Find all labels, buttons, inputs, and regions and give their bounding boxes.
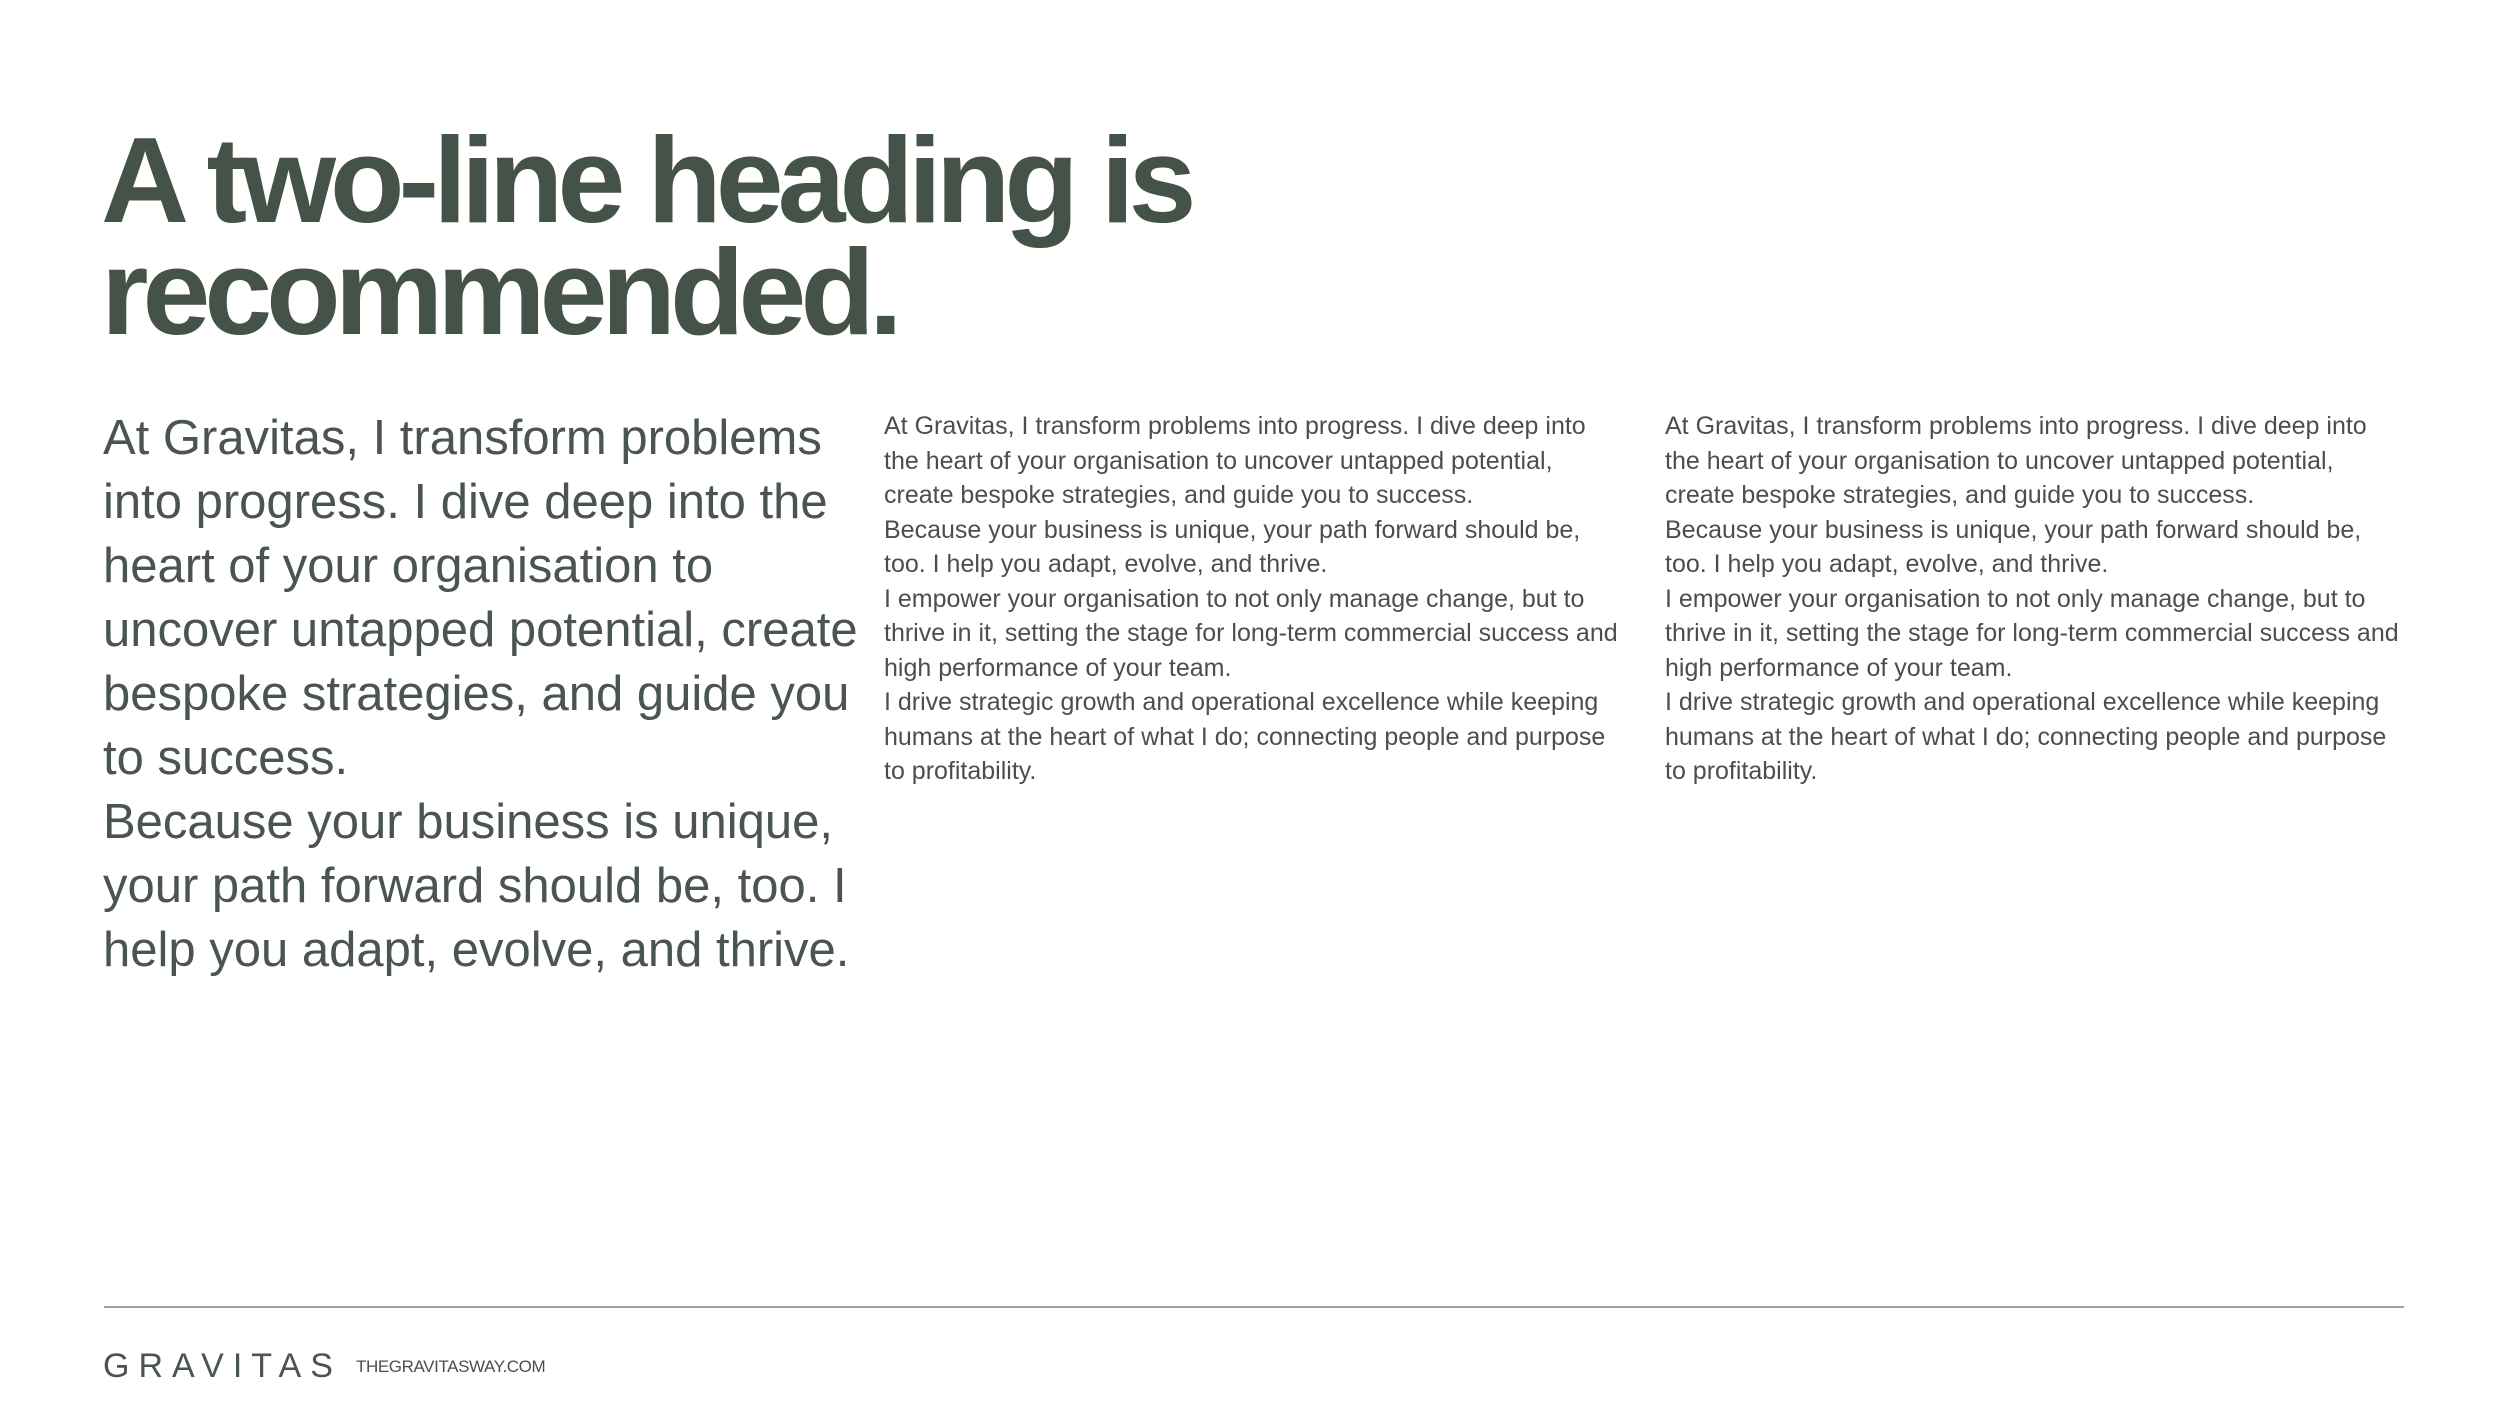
column-1-paragraph-2: Because your business is unique, your path forward should be, too. I help you adapt, evolve, and thrive. — [884, 515, 1581, 578]
heading-line-2: recommended. — [101, 224, 897, 360]
column-2-paragraph-2: Because your business is unique, your path forward should be, too. I help you adapt, evolve, and thrive. — [1665, 515, 2362, 578]
column-2-paragraph-3: I empower your organisation to not only manage change, but to thrive in it, setting the stage for long-term commercial success and high performance of your team. — [1665, 584, 2399, 682]
column-1-paragraph-3: I empower your organisation to not only manage change, but to thrive in it, setting the stage for long-term commercial success and high performance of your team. — [884, 584, 1618, 682]
website-url: THEGRAVITASWAY.COM — [356, 1357, 546, 1376]
column-1-paragraph-4: I drive strategic growth and operational excellence while keeping humans at the heart of what I do; connecting people and purpose to profitability. — [884, 688, 1606, 785]
lead-paragraph-2: Because your business is unique, your path forward should be, too. I help you adapt, evolve, and thrive. — [103, 795, 850, 977]
lead-text — [103, 406, 863, 982]
lead-paragraph-1: At Gravitas, I transform problems into progress. I dive deep into the heart of your organisation to uncover untapped potential, create bespoke strategies, and guide you to success. — [103, 411, 858, 785]
column-1-paragraph-1: At Gravitas, I transform problems into progress. I dive deep into the heart of your organisation to uncover untapped potential, create bespoke strategies, and guide you to success. — [884, 412, 1586, 509]
body-column-2 — [1665, 409, 2405, 789]
column-2-paragraph-1: At Gravitas, I transform problems into progress. I dive deep into the heart of your organisation to uncover untapped potential, create bespoke strategies, and guide you to success. — [1665, 412, 2367, 509]
column-2-paragraph-4: I drive strategic growth and operational excellence while keeping humans at the heart of what I do; connecting people and purpose to profitability. — [1665, 688, 2387, 785]
heading-line-1: A two-line heading is — [101, 112, 1191, 248]
footer-divider — [104, 1306, 2404, 1308]
brand-logo: GRAVITAS — [103, 1347, 342, 1385]
body-column-1 — [884, 409, 1624, 789]
page-heading — [101, 112, 1251, 360]
